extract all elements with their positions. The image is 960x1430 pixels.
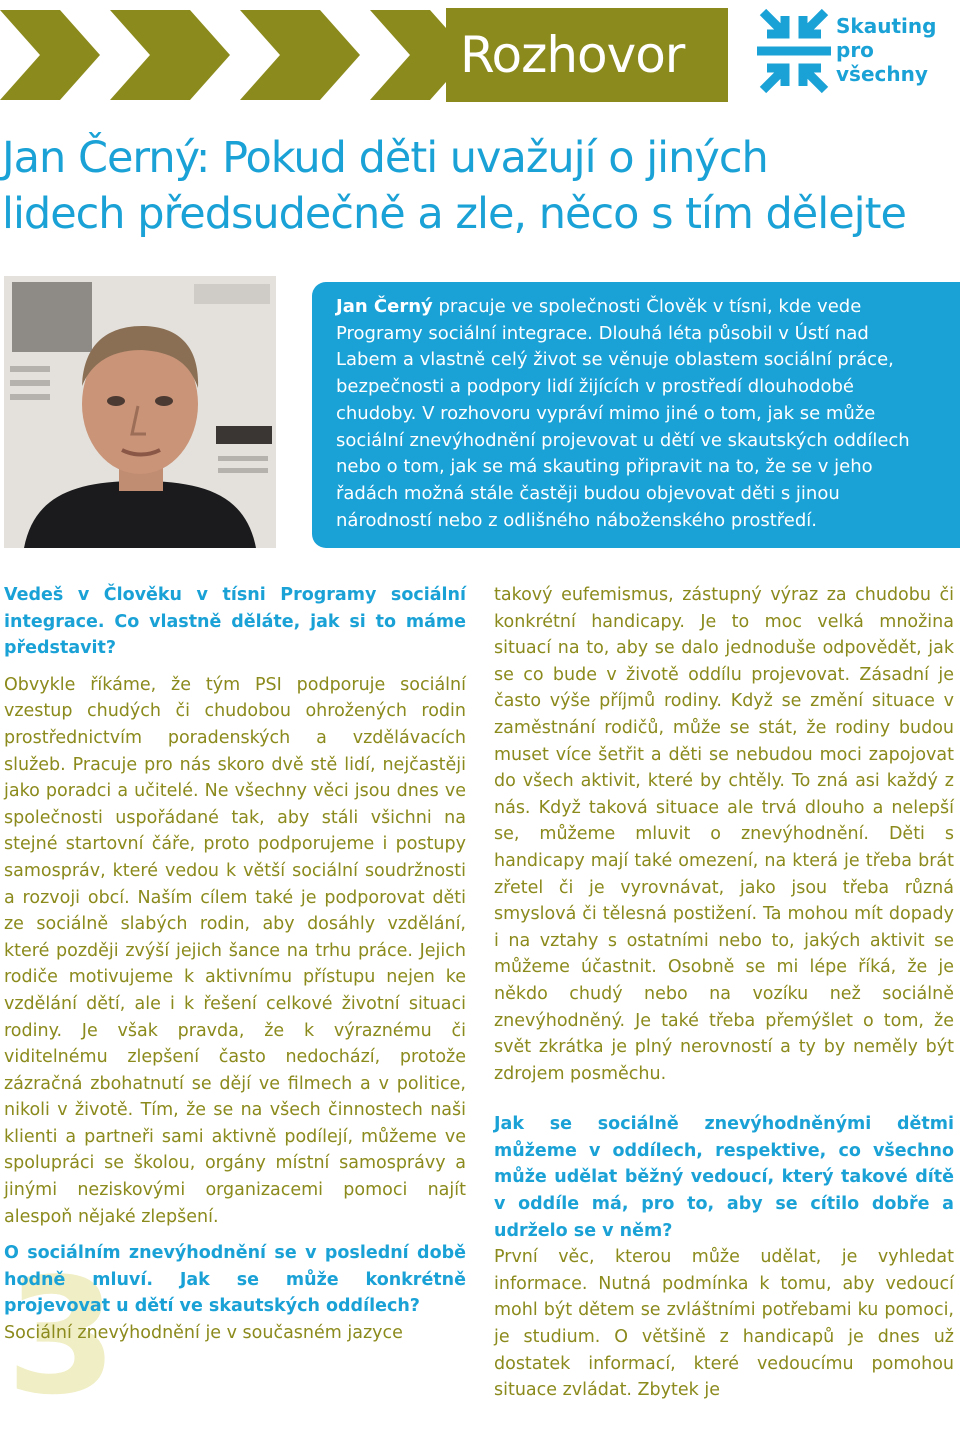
answer-1: Obvykle říkáme, že tým PSI podporuje sociální vzestup chudých či chudobou ohrožených rodin prostřednictvím poradenských a vzdělávacích služeb. Pracuje pro nás skoro dvě stě lidí, nejčastěji jako poradci a učitelé. Ne všechny věci jsou dnes ve společnosti uspořádané tak, aby stáli všichni na stejné startovní čáře, proto podporujeme i postupy samospráv, které vedou k větší sociální soudržnosti a rozvoji obcí. Naším cílem také je podporovat děti ze sociálně slabých rodin, aby dosáhly vzdělání, které později zvýší jejich šance na trhu práce. Jejich rodiče motivujeme k aktivnímu přístupu nejen ke vzdělání dětí, ale i k řešení celkové životní situaci rodiny. Je však pravda, že k výraznému či viditelnému zlepšení často nedochází, protože zázračná zbohatnutí se dějí ve filmech a v politice, nikoli v životě. Tím, že se na všech činnostech naši klienti a partneři sami aktivně podílejí, můžeme ve spolupráci se školou, orgány místní samosprávy a jinými neziskovými organizacemi pomoci najít alespoň nějaké zlepšení.: [4, 674, 466, 1227]
answer-2: Sociální znevýhodnění je v současném jazyce: [4, 1323, 403, 1344]
page-number: 3: [6, 1243, 118, 1430]
left-column: [4, 582, 466, 1347]
answer-3: První věc, kterou může udělat, je vyhledat informace. Nutná podmínka k tomu, aby vedoucí mohl být dětem se zvláštními potřebami ku pomoci, je studium. O většině z handicapů je dnes už dostatek informací, které vedoucímu pomohou situace zvládat. Zbytek je: [494, 1247, 954, 1401]
answer-2-continued: takový eufemismus, zástupný výraz za chudobu či konkrétní handicapy. Je to moc velká množina situací na to, aby se dalo jednoduše odpovědět, jak se co bude v životě oddílu projevovat. Zásadní je často výše příjmů rodiny. Když se změní situace v zaměstnání rodičů, může se stát, že rodiny budou muset více šetřit a děti se nebudou moci zapojovat do všech aktivit, které by chtěly. To zná asi každý z nás. Když taková situace ale trvá dlouho a nelepší se, můžeme mluvit o znevýhodnění. Děti s handicapy mají také omezení, na která je třeba brát zřetel či je vyrovnávat, jako jsou třeba různá smyslová či tělesná postižení. Ta mohou mít dopady i na vztahy s ostatními nebo to, jakých aktivit se můžeme účastnit. Osobně se mi lépe říká, že je někdo chudý nebo na vozíku než sociálně znevýhodněný. Je také třeba přemýšlet o tom, že svět zkrátka je plný nerovností a ty by neměly být zdrojem posměchu.: [494, 585, 954, 1084]
right-column: [494, 582, 954, 1404]
intro-name: Jan Černý: [336, 296, 433, 317]
intro-text: pracuje ve společnosti Člověk v tísni, kde vede Programy sociální integrace. Dlouhá léta působil v Ústí nad Labem a vlastně celý život se věnuje oblastem sociální práce, bezpečnosti a podpory lidí žijících v prostředí dlouhodobé chudoby. V rozhovoru vypráví mimo jiné o tom, jak se může sociální znevýhodnění projevovat u dětí ve skautských oddílech nebo o tom, jak se má skauting připravit na to, že se v jeho řadách možná stále častěji budou objevovat děti s jinou národností nebo z odlišného náboženského prostředí.: [336, 296, 910, 531]
question-2: O sociálním znevýhodnění se v poslední době hodně mluví. Jak se může konkrétně projevovat u dětí ve skautských oddílech?: [4, 1243, 466, 1317]
logo-line-2: pro všechny: [836, 38, 928, 86]
portrait-photo: [4, 276, 276, 548]
logo-text: [836, 14, 960, 86]
headline-line-1: Jan Černý: Pokud děti uvažují o jiných: [2, 133, 768, 183]
section-rubric: Rozhovor: [446, 8, 728, 102]
article-headline: [2, 130, 958, 242]
question-1: Vedeš v Člověku v tísni Programy sociální integrace. Co vlastně děláte, jak si to máme představit?: [4, 585, 466, 659]
question-3: Jak se sociálně znevýhodněnými dětmi můžeme v oddílech, respektive, co všechno může udělat běžný vedoucí, který takové dítě v oddíle má, pro to, aby se cítilo dobře a udrželo se v něm?: [494, 1114, 954, 1241]
intro-box: [312, 282, 960, 548]
headline-line-2: lidech předsudečně a zle, něco s tím dělejte: [2, 189, 906, 239]
logo-line-1: Skauting: [836, 14, 937, 38]
